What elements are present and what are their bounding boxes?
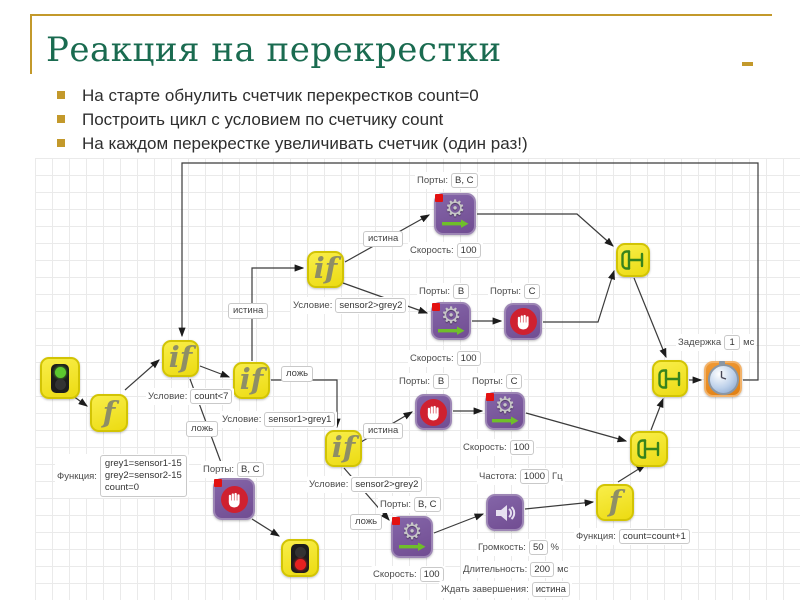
stop-hand-icon — [510, 308, 537, 335]
stop-hand-icon — [221, 486, 248, 513]
ports-value[interactable]: B, C — [451, 173, 477, 188]
timer-block[interactable] — [704, 361, 742, 397]
breakpoint-marker — [486, 393, 494, 401]
final-block[interactable] — [281, 539, 319, 577]
wire-motor-c-to-sound — [434, 514, 483, 533]
speaker-icon — [494, 503, 516, 523]
start-block[interactable] — [40, 357, 80, 399]
ports-label: Порты: B, C — [201, 461, 266, 478]
speed-label: Скорость: 100 — [461, 439, 536, 456]
wire-join3-to-join2 — [651, 399, 663, 430]
speed-value[interactable]: 100 — [420, 567, 444, 582]
function-value[interactable]: count=count+1 — [619, 529, 690, 544]
wire-motor-b-to-join3 — [526, 413, 626, 441]
wire-stop-to-final — [252, 519, 279, 536]
branch-label-true: истина — [228, 303, 268, 319]
speed-value[interactable]: 100 — [457, 351, 481, 366]
ports-label: Порты: B, C — [378, 496, 443, 513]
speed-value[interactable]: 100 — [510, 440, 534, 455]
condition-label: Условие: sensor2>grey2 — [307, 476, 424, 493]
motor-gear-icon: ⚙ — [491, 397, 519, 426]
motor-gear-icon: ⚙ — [441, 200, 469, 229]
top-divider-line — [30, 14, 772, 16]
condition-label: Условие: sensor1>grey1 — [220, 411, 337, 428]
ports-value[interactable]: B — [453, 284, 469, 299]
delay-value[interactable]: 1 — [724, 335, 740, 350]
ports-value[interactable]: B, C — [237, 462, 263, 477]
speed-label: Скорость: 100 — [408, 350, 483, 367]
function-glyph: f — [102, 394, 116, 429]
speed-value[interactable]: 100 — [457, 243, 481, 258]
volume-label: Громкость: 50 % — [476, 539, 561, 556]
bullet-square-icon — [57, 91, 65, 99]
if-glyph: if — [331, 430, 356, 464]
bullet-square-icon — [57, 115, 65, 123]
branch-label-false: ложь — [186, 421, 218, 437]
join-block-2[interactable] — [652, 360, 688, 397]
join-block-1[interactable] — [616, 243, 650, 277]
wire-stop-a-to-join1 — [543, 271, 614, 322]
motor-gear-icon: ⚙ — [398, 523, 426, 552]
traffic-light-green-icon — [51, 364, 69, 393]
wire-motor-top-to-join1 — [477, 214, 613, 246]
function-block-increment[interactable] — [596, 484, 634, 521]
frequency-label: Частота: 1000 Гц — [477, 468, 565, 485]
branch-label-false: ложь — [281, 366, 313, 382]
motor-block-bottom[interactable] — [391, 516, 433, 558]
condition-value[interactable]: count<7 — [190, 389, 232, 404]
bullet-item — [57, 134, 528, 154]
ports-label: Порты: C — [470, 373, 524, 390]
ports-value[interactable]: C — [506, 374, 522, 389]
ports-value[interactable]: C — [524, 284, 540, 299]
if-glyph: if — [313, 251, 338, 285]
bullet-item — [57, 86, 479, 106]
bullet-square-icon — [57, 139, 65, 147]
wire-init-to-if1 — [125, 360, 159, 390]
ports-label: Порты: B — [397, 373, 451, 390]
breakpoint-marker — [435, 194, 443, 202]
diagram-canvas — [35, 158, 800, 600]
if-block-sensor2-mid[interactable] — [325, 430, 362, 467]
frequency-value[interactable]: 1000 — [520, 469, 549, 484]
bullet-item — [57, 110, 443, 130]
if-glyph: if — [239, 362, 264, 396]
motor-gear-icon: ⚙ — [437, 307, 465, 336]
function-glyph: f — [608, 484, 622, 518]
ports-value[interactable]: B, C — [414, 497, 440, 512]
speed-label: Скорость: 100 — [408, 242, 483, 259]
motor-block-a[interactable] — [431, 302, 471, 340]
duration-label: Длительность: 200 мс — [461, 561, 570, 578]
slide-title: Реакция на перекрестки — [46, 30, 502, 70]
branch-label-false: ложь — [350, 514, 382, 530]
breakpoint-marker — [392, 517, 400, 525]
stop-hand-icon — [420, 399, 447, 426]
stop-motors-block-b[interactable] — [415, 394, 452, 430]
traffic-light-red-icon — [291, 544, 309, 573]
function-block-init[interactable] — [90, 394, 128, 432]
join-icon — [636, 436, 662, 462]
speed-label: Скорость: 100 — [371, 566, 446, 583]
condition-value[interactable]: sensor2>grey2 — [351, 477, 422, 492]
motor-block-top[interactable] — [434, 193, 476, 235]
bullet-text: На старте обнулить счетчик перекрестков count=0 — [82, 86, 479, 105]
ports-label: Порты: B — [417, 283, 471, 300]
bullet-text: Построить цикл с условием по счетчику count — [82, 110, 444, 129]
title-left-line — [30, 14, 32, 74]
condition-label: Условие: count<7 — [146, 388, 234, 405]
wire-sound-to-func — [525, 502, 593, 509]
branch-label-true: истина — [363, 423, 403, 439]
if-block-sensor1[interactable] — [233, 362, 270, 399]
breakpoint-marker — [432, 303, 440, 311]
title-underline-dash — [742, 62, 753, 66]
stop-motors-block-left[interactable] — [213, 478, 255, 520]
if-block-sensor2-top[interactable] — [307, 251, 344, 288]
ports-label: Порты: C — [488, 283, 542, 300]
function-label: Функция: count=count+1 — [574, 528, 692, 545]
sound-block[interactable] — [486, 494, 524, 531]
volume-value[interactable]: 50 — [529, 540, 548, 555]
if-block-count[interactable] — [162, 340, 199, 377]
if-glyph: if — [168, 340, 193, 374]
bullet-text: На каждом перекрестке увеличивать счетчик (один раз!) — [82, 134, 528, 153]
ports-value[interactable]: B — [433, 374, 449, 389]
timer-icon — [708, 364, 739, 395]
branch-label-true: истина — [363, 231, 403, 247]
duration-value[interactable]: 200 — [530, 562, 554, 577]
condition-label: Условие: sensor2>grey2 — [291, 297, 408, 314]
motor-block-b[interactable] — [485, 392, 525, 430]
condition-value[interactable]: sensor2>grey2 — [335, 298, 406, 313]
condition-value[interactable]: sensor1>grey1 — [264, 412, 335, 427]
join-icon — [657, 366, 683, 392]
ports-label: Порты: B, C — [415, 172, 480, 189]
delay-label: Задержка 1 мс — [676, 334, 756, 351]
wire-func-to-join3 — [618, 465, 645, 482]
wire-join1-to-join2 — [634, 278, 666, 357]
breakpoint-marker — [214, 479, 222, 487]
stop-motors-block-a[interactable] — [504, 303, 542, 340]
wait-completion-label: Ждать завершения: истина — [439, 581, 572, 598]
wait-completion-value[interactable]: истина — [532, 582, 570, 597]
function-label: Функция: grey1=sensor1-15 grey2=sensor2-15 count=0 — [55, 454, 189, 498]
wire-if1-to-if2 — [200, 366, 229, 377]
function-value[interactable]: grey1=sensor1-15 grey2=sensor2-15 count=0 — [100, 455, 187, 497]
join-icon — [620, 247, 646, 273]
join-block-3[interactable] — [630, 431, 668, 467]
